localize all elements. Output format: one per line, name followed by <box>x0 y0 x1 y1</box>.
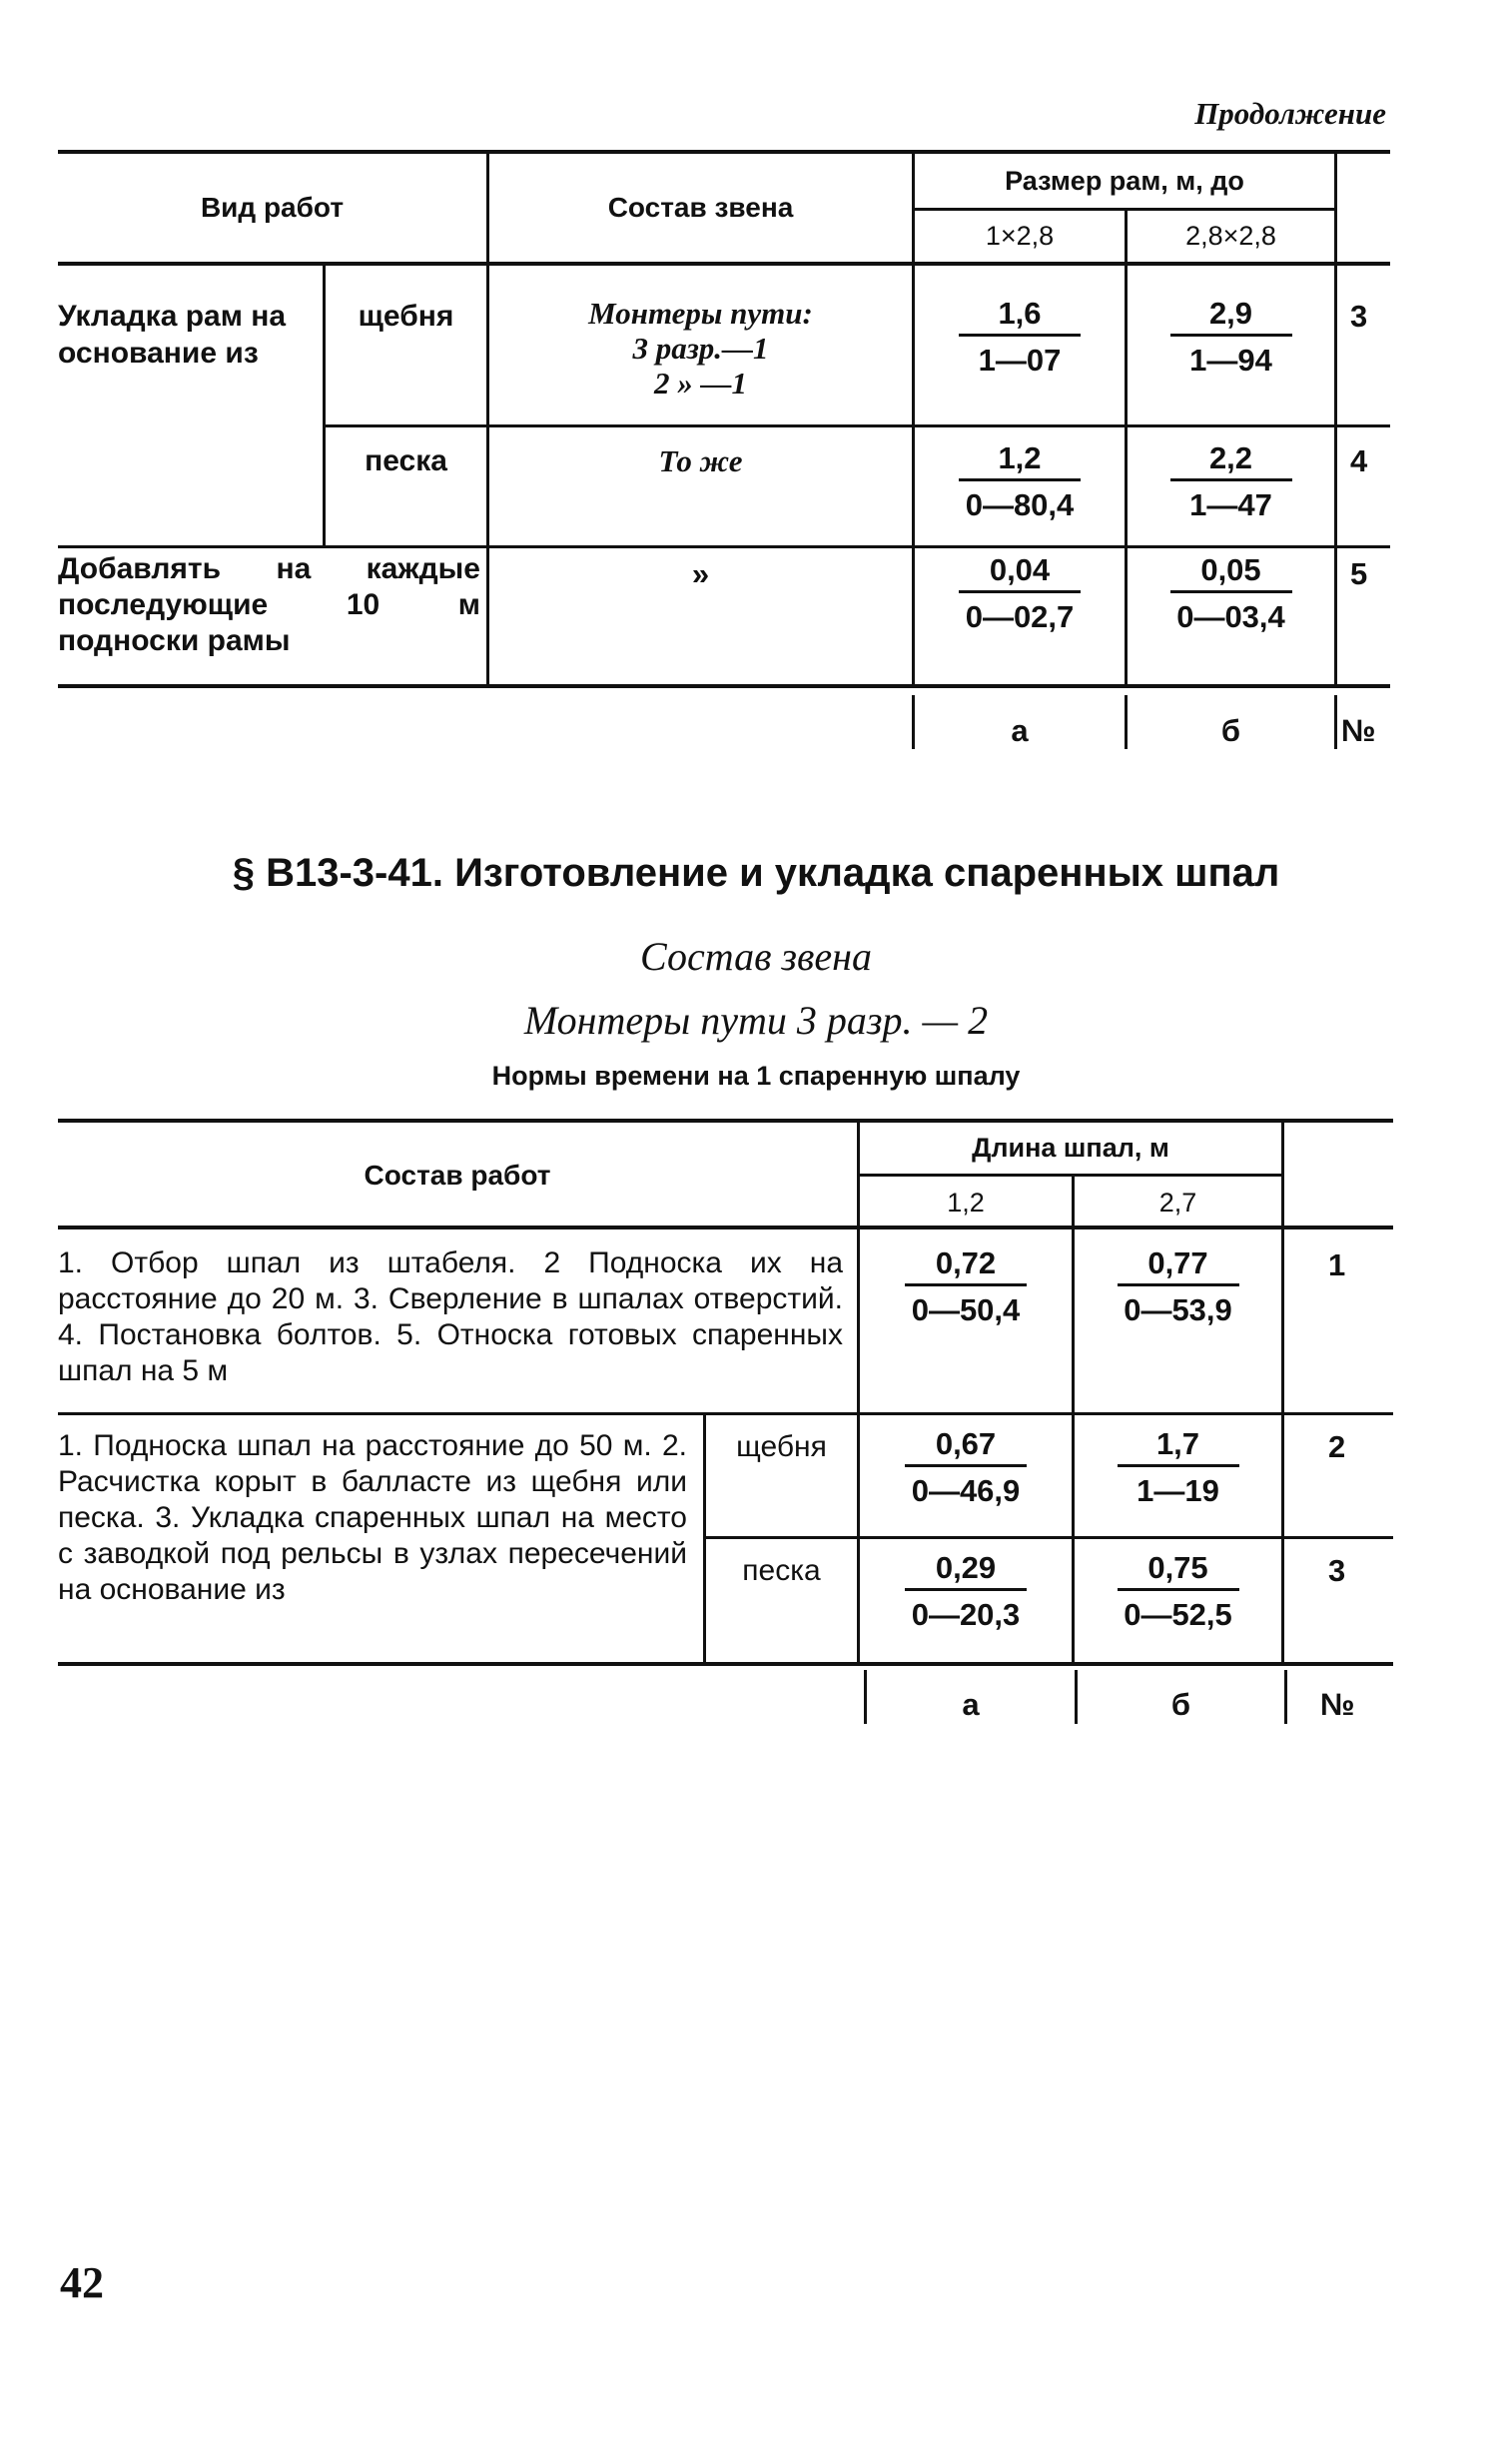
norm-value: $\frac{2,9}{1—94}$ <box>1128 296 1334 379</box>
work-description: 1. Отбор шпал из штабеля. 2 Подноска их на расстояние до 20 м. 3. Сверление в шпалах отверстий. 4. Постановка болтов. 5. Относка готовых спаренных шпал на 5 м <box>58 1246 843 1387</box>
footer-number: № <box>1341 713 1376 748</box>
norm-value: $\frac{1,2}{0—80,4}$ <box>915 440 1125 523</box>
row-number: 3 <box>1328 1553 1346 1588</box>
norm-value: $\frac{0,67}{0—46,9}$ <box>860 1426 1072 1509</box>
footer-number: № <box>1320 1687 1355 1722</box>
row-number: 4 <box>1350 443 1368 478</box>
norm-value: $\frac{0,05}{0—03,4}$ <box>1128 552 1334 635</box>
header-col-a: 1,2 <box>947 1188 985 1218</box>
page-number: 42 <box>60 2258 104 2307</box>
row-number: 2 <box>1328 1429 1346 1464</box>
header-col-b: 2,7 <box>1158 1188 1197 1218</box>
row-number: 5 <box>1350 556 1368 591</box>
header-length-group: Длина шпал, м <box>972 1133 1169 1163</box>
norms-heading: Нормы времени на 1 спаренную шпалу <box>491 1061 1021 1091</box>
norm-value: $\frac{2,2}{1—47}$ <box>1128 440 1334 523</box>
row-group-label: Укладка рам на основание из <box>58 300 287 370</box>
norm-value: $\frac{1,6}{1—07}$ <box>915 296 1125 379</box>
header-size-group: Размер рам, м, до <box>1005 166 1244 196</box>
row-sub-label: песка <box>742 1554 821 1587</box>
work-description: 1. Подноска шпал на расстояние до 50 м. 2. Расчистка корыт в балласте из щебня или песка. 3. Укладка спаренных шпал на место с заводкой под рельсы в узлах пересечений на основание из <box>58 1429 687 1606</box>
norm-value: $\frac{0,29}{0—20,3}$ <box>860 1550 1072 1633</box>
crew-cell: » <box>691 556 710 591</box>
crew-heading: Состав звена <box>639 934 872 979</box>
footer-col-b: б <box>1170 1687 1191 1722</box>
row-number: 1 <box>1328 1247 1346 1282</box>
norm-value: $\frac{0,72}{0—50,4}$ <box>860 1245 1072 1328</box>
norm-value: $\frac{0,75}{0—52,5}$ <box>1075 1550 1281 1633</box>
row-label: Добавлять на каждые последующие 10 м подноски рамы <box>58 552 480 657</box>
row-sub-label: щебня <box>736 1430 827 1463</box>
crew-cell: Монтеры пути: 3 разр.—1 2 » —1 <box>588 296 813 401</box>
section-title: § В13-3-41. Изготовление и укладка спаренных шпал <box>232 851 1280 895</box>
header-crew: Состав звена <box>607 192 794 223</box>
norm-value: $\frac{0,77}{0—53,9}$ <box>1075 1245 1281 1328</box>
crew-cell: То же <box>658 443 743 478</box>
norm-value: $\frac{0,04}{0—02,7}$ <box>915 552 1125 635</box>
row-sub-label: щебня <box>358 300 454 333</box>
footer-col-a: а <box>962 1687 980 1722</box>
row-sub-label: песка <box>365 444 447 477</box>
header-col-a: 1×2,8 <box>985 221 1055 251</box>
row-number: 3 <box>1350 299 1368 334</box>
crew-line: Монтеры пути 3 разр. — 2 <box>523 998 989 1043</box>
footer-col-a: а <box>1011 713 1029 748</box>
header-work: Состав работ <box>364 1160 551 1191</box>
continued-label: Продолжение <box>1194 96 1386 131</box>
norm-value: $\frac{1,7}{1—19}$ <box>1075 1426 1281 1509</box>
header-work-type: Вид работ <box>200 192 345 223</box>
header-col-b: 2,8×2,8 <box>1185 221 1276 251</box>
footer-col-b: б <box>1220 713 1241 748</box>
